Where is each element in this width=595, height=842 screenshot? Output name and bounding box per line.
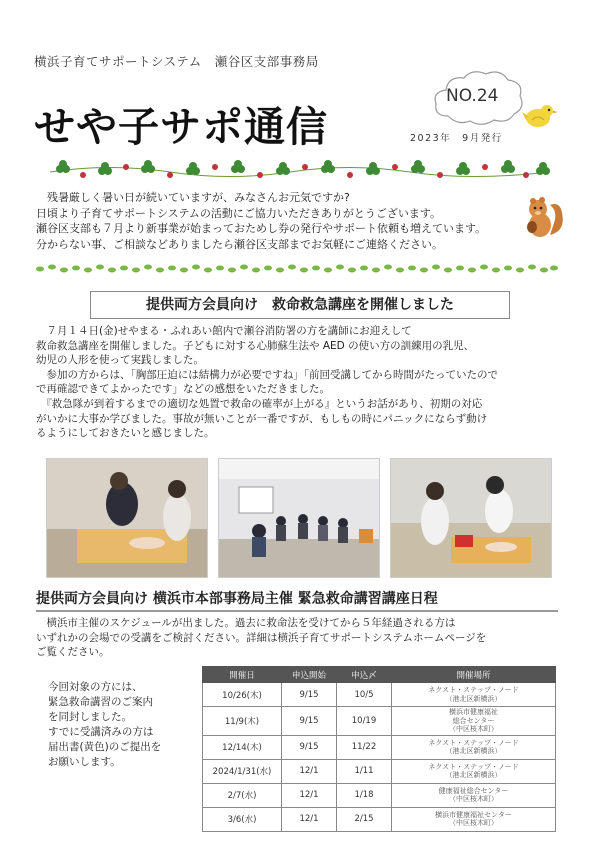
- schedule-intro-text: [36, 616, 556, 660]
- venue-line: 横浜市健康福祉センター: [435, 810, 512, 819]
- cell-apply-start: 12/1: [282, 783, 337, 807]
- cell-apply-start: 12/1: [282, 759, 337, 783]
- table-header-row: [203, 667, 556, 683]
- venue-line: ネクスト・ステップ・ノード: [428, 686, 519, 694]
- cell-apply-deadline: 1/18: [337, 783, 392, 807]
- cell-apply-start: 9/15: [282, 683, 337, 707]
- cell-apply-deadline: 1/11: [337, 759, 392, 783]
- section-heading-course-schedule: [36, 588, 558, 612]
- notice-text: [48, 680, 203, 770]
- notice-line: すでに受講済みの方は: [48, 726, 154, 738]
- clover-vine-decoration: [50, 157, 550, 183]
- report-line: ７月１４日(金)せやまる・ふれあい館内で瀬谷消防署の方を講師にお迎えして: [36, 325, 412, 337]
- venue-line: 健康福祉総合センター: [438, 786, 509, 795]
- schedule-intro-line: いずれかの会場での受講をご検討ください。詳細は横浜子育てサポートシステムホームページを: [36, 631, 487, 644]
- cell-venue: [392, 707, 556, 736]
- column-header-venue: 開催場所: [392, 667, 556, 683]
- section-heading-text: 提供両方会員向け 横浜市本部事務局主催 緊急救命講習講座日程: [36, 591, 438, 607]
- schedule-table: [202, 666, 556, 832]
- report-line: 参加の方からは、「胸部圧迫には結構力が必要ですね」「前回受講してから時間がたっていたので: [36, 368, 498, 381]
- cell-apply-deadline: 11/22: [337, 735, 392, 759]
- table-row: [203, 735, 556, 759]
- newsletter-title: せや子サポ通信: [34, 103, 328, 151]
- intro-text: [36, 190, 516, 252]
- venue-line: （港北区新横浜）: [445, 747, 502, 755]
- cell-date: 3/6(水): [203, 807, 282, 831]
- table-row: [203, 759, 556, 783]
- organization-name: 横浜子育てサポートシステム 瀬谷区支部事務局: [34, 54, 319, 69]
- notice-line: お願いします。: [48, 756, 121, 768]
- column-header-apply-start: 申込開始: [282, 667, 337, 683]
- column-header-date: 開催日: [203, 667, 282, 683]
- section-heading-text: 提供両方会員向け 救命救急講座を開催しました: [146, 297, 454, 313]
- report-line: 幼児の人形を使って実践しました。: [36, 354, 204, 367]
- intro-line: 瀬谷区支部も７月より新事業が始まっておためし券の発行やサポート依頼も増えています。: [36, 222, 487, 235]
- venue-line: （港北区新横浜）: [445, 694, 502, 703]
- venue-line: （港北区新横浜）: [445, 771, 502, 779]
- venue-line: ネクスト・ステップ・ノード: [428, 738, 519, 747]
- cell-date: 2024/1/31(水): [203, 759, 282, 783]
- issue-date: 2023年 9月発行: [410, 133, 503, 144]
- table-row: [203, 683, 556, 707]
- report-line: るようにしておきたいと感じました。: [36, 427, 215, 440]
- bird-icon: [520, 100, 560, 130]
- table-row: [203, 783, 556, 807]
- venue-line: ネクスト・ステップ・ノード: [428, 762, 519, 771]
- venue-line: （中区桜木町）: [449, 819, 498, 827]
- cell-venue: [392, 783, 556, 807]
- table-row: [203, 707, 556, 736]
- issue-number: NO.24: [446, 86, 499, 106]
- photo-lecture-room: [218, 458, 380, 578]
- intro-line: 残暑厳しく暑い日が続いていますが、みなさんお元気ですか?: [36, 191, 350, 204]
- venue-line: 横浜市健康福祉: [449, 708, 498, 716]
- intro-line: 日頃より子育てサポートシステムの活動にご協力いただきありがとうございます。: [36, 206, 442, 220]
- cell-apply-start: 12/1: [282, 807, 337, 831]
- venue-line: （中区桜木町）: [449, 725, 498, 733]
- cell-date: 12/14(木): [203, 735, 282, 759]
- column-header-apply-deadline: 申込〆: [337, 667, 392, 683]
- cell-venue: [392, 735, 556, 759]
- cell-apply-start: 9/15: [282, 707, 337, 736]
- cell-apply-deadline: 2/15: [337, 807, 392, 831]
- squirrel-icon: [520, 195, 566, 241]
- schedule-intro-line: ご覧ください。: [36, 646, 110, 659]
- venue-line: 総合センター: [452, 716, 495, 725]
- cell-date: 10/26(木): [203, 683, 282, 707]
- cell-date: 11/9(木): [203, 707, 282, 736]
- venue-line: （中区桜木町）: [449, 795, 498, 803]
- cell-apply-start: 9/15: [282, 735, 337, 759]
- report-line: がいかに大事か学びました。事故が無いことが一番ですが、もしもの時にパニックにならず動け: [36, 412, 488, 425]
- cell-venue: [392, 683, 556, 707]
- cell-date: 2/7(水): [203, 783, 282, 807]
- first-aid-report-text: [36, 324, 556, 441]
- report-line: で再確認できてよかったです」などの感想をいただきました。: [36, 383, 330, 396]
- notice-line: 今回対象の方には、: [48, 681, 143, 693]
- section-heading-first-aid-course: [90, 291, 510, 319]
- table-row: [203, 807, 556, 831]
- photo-aed-training: [390, 458, 552, 578]
- cell-apply-deadline: 10/5: [337, 683, 392, 707]
- cell-apply-deadline: 10/19: [337, 707, 392, 736]
- notice-line: を同封しました。: [48, 711, 132, 723]
- cell-venue: [392, 759, 556, 783]
- report-line: 救命救急講座を開催しました。子どもに対する心肺蘇生法や AED の使い方の訓練用の乳児、: [36, 339, 475, 352]
- photo-cpr-practice: [46, 458, 208, 578]
- report-line: 『救急隊が到着するまでの適切な処置で救命の確率が上がる』というお話があり、初期の対応: [36, 397, 483, 410]
- notice-line: 緊急救命講習のご案内: [48, 696, 153, 708]
- intro-line: 分からない事、ご相談などありましたら瀬谷区支部までお気軽にご連絡ください。: [36, 237, 443, 251]
- leaf-divider: [34, 262, 559, 276]
- cell-venue: [392, 807, 556, 831]
- schedule-intro-line: 横浜市主催のスケジュールが出ました。過去に救命法を受けてから５年経過される方は: [36, 617, 456, 629]
- notice-line: 届出書(黄色)のご提出を: [48, 741, 162, 753]
